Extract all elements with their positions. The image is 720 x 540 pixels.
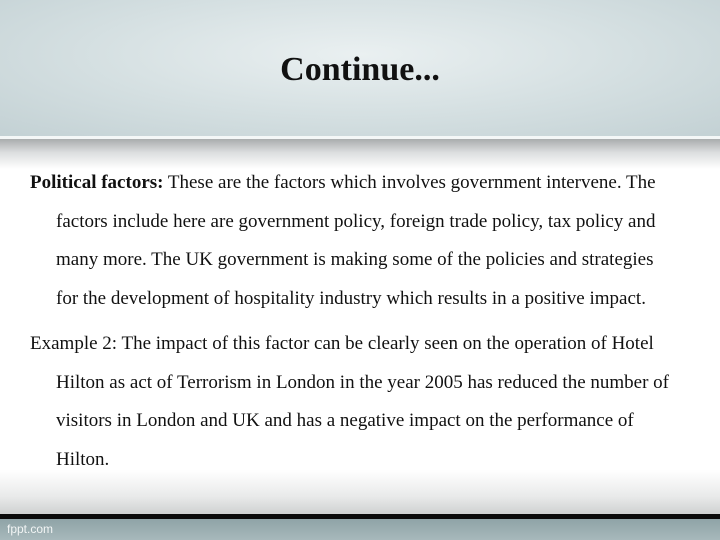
slide-title: Continue... (280, 51, 440, 88)
footer-band (0, 519, 720, 540)
slide-body (30, 164, 680, 479)
paragraph-political-factors (30, 164, 680, 318)
footer-watermark: fppt.com (7, 522, 54, 536)
paragraph-text: Example 2: The impact of this factor can be clearly seen on the operation of Hotel Hilton as act of Terrorism in London in the year 2005 has reduced the number of visitors in London and UK and has a negative impact on the performance of Hilton. (30, 333, 670, 470)
paragraph-text: These are the factors which involves government intervene. The factors include here are government policy, foreign trade policy, tax policy and many more. The UK government is making some of the policies and strategies for the development of hospitality industry which results in a positive impact. (56, 172, 656, 309)
paragraph-lead: Political factors: (30, 172, 164, 193)
paragraph-example-2 (30, 325, 680, 479)
